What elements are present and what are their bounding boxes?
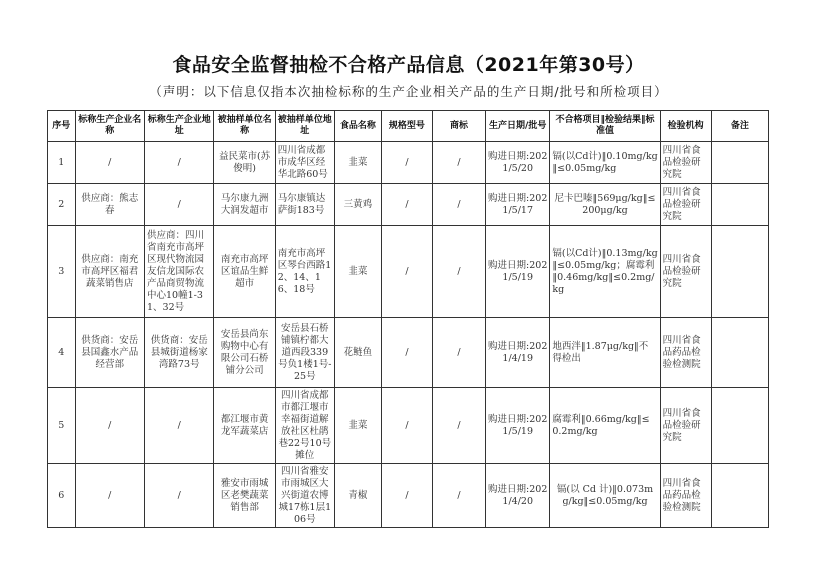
noncompliant-products-table: [47, 110, 769, 528]
testing-lab: 四川省食品检验研究院: [660, 184, 711, 226]
sampled-unit-address: 马尔康镇达萨街183号: [275, 184, 334, 226]
spec-model: /: [381, 142, 432, 184]
sampled-unit-name: 雅安市雨城区老樊蔬菜销售部: [214, 464, 275, 528]
header-cell: 标称生产企业名称: [75, 111, 144, 142]
spec-model: /: [381, 226, 432, 318]
sampled-unit-name: 都江堰市黄龙军蔬菜店: [214, 388, 275, 464]
header-cell: 备注: [711, 111, 768, 142]
producer-address: 供应商：四川省南充市高坪区现代物流园友信龙国际农产品商贸物流中心10幢1-31、32号: [145, 226, 214, 318]
remarks: [711, 388, 768, 464]
brand: /: [432, 184, 485, 226]
header-cell: 商标: [432, 111, 485, 142]
production-date: 购进日期:2021/5/17: [486, 184, 550, 226]
remarks: [711, 184, 768, 226]
producer-address: /: [145, 142, 214, 184]
testing-lab: 四川省食品检验研究院: [660, 388, 711, 464]
producer-name: 供应商：南充市高坪区福君蔬菜销售店: [75, 226, 144, 318]
header-cell: 序号: [48, 111, 76, 142]
food-name: 韭菜: [334, 226, 381, 318]
food-name: 青椒: [334, 464, 381, 528]
sampled-unit-name: 益民菜市(苏俊明): [214, 142, 275, 184]
sampled-unit-name: 南充市高坪区谊品生鲜超市: [214, 226, 275, 318]
failed-items: 腐霉利‖0.66mg/kg‖≤0.2mg/kg: [550, 388, 660, 464]
remarks: [711, 142, 768, 184]
brand: /: [432, 142, 485, 184]
food-name: 花鲢鱼: [334, 318, 381, 388]
header-cell: 规格型号: [381, 111, 432, 142]
spec-model: /: [381, 318, 432, 388]
food-name: 韭菜: [334, 388, 381, 464]
failed-items: 镉(以 Cd 计)‖0.073mg/kg‖≤0.05mg/kg: [550, 464, 660, 528]
production-date: 购进日期:2021/4/20: [486, 464, 550, 528]
table-header-row: [48, 111, 769, 142]
producer-name: /: [75, 464, 144, 528]
producer-address: /: [145, 464, 214, 528]
header-cell: 生产日期/批号: [486, 111, 550, 142]
failed-items: 地西泮‖1.87μg/kg‖不得检出: [550, 318, 660, 388]
brand: /: [432, 464, 485, 528]
testing-lab: 四川省食品药品检验检测院: [660, 464, 711, 528]
document-subtitle: （声明：以下信息仅指本次抽检标称的生产企业相关产品的生产日期/批号和所检项目）: [149, 84, 668, 99]
producer-name: /: [75, 388, 144, 464]
remarks: [711, 318, 768, 388]
production-date: 购进日期:2021/4/19: [486, 318, 550, 388]
producer-name: 供应商：熊志春: [75, 184, 144, 226]
header-cell: 检验机构: [660, 111, 711, 142]
producer-address: 供货商：安岳县城街道杨家湾路73号: [145, 318, 214, 388]
row-number: 5: [48, 388, 76, 464]
row-number: 2: [48, 184, 76, 226]
brand: /: [432, 318, 485, 388]
table-row: [48, 184, 769, 226]
testing-lab: 四川省食品检验研究院: [660, 226, 711, 318]
sampled-unit-address: 四川省成都市成华区经华北路60号: [275, 142, 334, 184]
sampled-unit-address: 南充市高坪区琴台西路12、14、16、18号: [275, 226, 334, 318]
brand: /: [432, 388, 485, 464]
production-date: 购进日期:2021/5/19: [486, 226, 550, 318]
sampled-unit-name: 马尔康九洲大润发超市: [214, 184, 275, 226]
testing-lab: 四川省食品药品检验检测院: [660, 318, 711, 388]
header-cell: 被抽样单位名称: [214, 111, 275, 142]
table-row: [48, 142, 769, 184]
header-cell: 标称生产企业地址: [145, 111, 214, 142]
failed-items: 镉(以Cd计)‖0.10mg/kg‖≤0.05mg/kg: [550, 142, 660, 184]
header-cell: 被抽样单位地址: [275, 111, 334, 142]
row-number: 1: [48, 142, 76, 184]
spec-model: /: [381, 388, 432, 464]
testing-lab: 四川省食品检验研究院: [660, 142, 711, 184]
sampled-unit-address: 安岳县石桥铺镇柠都大道西段339号负1楼1号-25号: [275, 318, 334, 388]
food-name: 韭菜: [334, 142, 381, 184]
production-date: 购进日期:2021/5/19: [486, 388, 550, 464]
remarks: [711, 464, 768, 528]
producer-address: /: [145, 388, 214, 464]
food-name: 三黄鸡: [334, 184, 381, 226]
sampled-unit-address: 四川省雅安市雨城区大兴街道农博城17栋1层106号: [275, 464, 334, 528]
failed-items: 尼卡巴嗪‖569μg/kg‖≤200μg/kg: [550, 184, 660, 226]
sampled-unit-address: 四川省成都市都江堰市幸福街道解放社区杜鹃巷22号10号摊位: [275, 388, 334, 464]
row-number: 4: [48, 318, 76, 388]
producer-name: 供货商：安岳县国鑫水产品经营部: [75, 318, 144, 388]
failed-items: 镉(以Cd计)‖0.13mg/kg‖≤0.05mg/kg；腐霉利‖0.46mg/kg‖≤0.2mg/kg: [550, 226, 660, 318]
production-date: 购进日期:2021/5/20: [486, 142, 550, 184]
spec-model: /: [381, 464, 432, 528]
table-row: [48, 318, 769, 388]
row-number: 6: [48, 464, 76, 528]
sampled-unit-name: 安岳县尚东购物中心有限公司石桥铺分公司: [214, 318, 275, 388]
header-cell: 食品名称: [334, 111, 381, 142]
table-row: [48, 388, 769, 464]
document-title: 食品安全监督抽检不合格产品信息（2021年第30号）: [172, 54, 645, 76]
table-row: [48, 226, 769, 318]
producer-name: /: [75, 142, 144, 184]
brand: /: [432, 226, 485, 318]
producer-address: /: [145, 184, 214, 226]
header-cell: 不合格项目‖检验结果‖标准值: [550, 111, 660, 142]
table-row: [48, 464, 769, 528]
remarks: [711, 226, 768, 318]
spec-model: /: [381, 184, 432, 226]
row-number: 3: [48, 226, 76, 318]
